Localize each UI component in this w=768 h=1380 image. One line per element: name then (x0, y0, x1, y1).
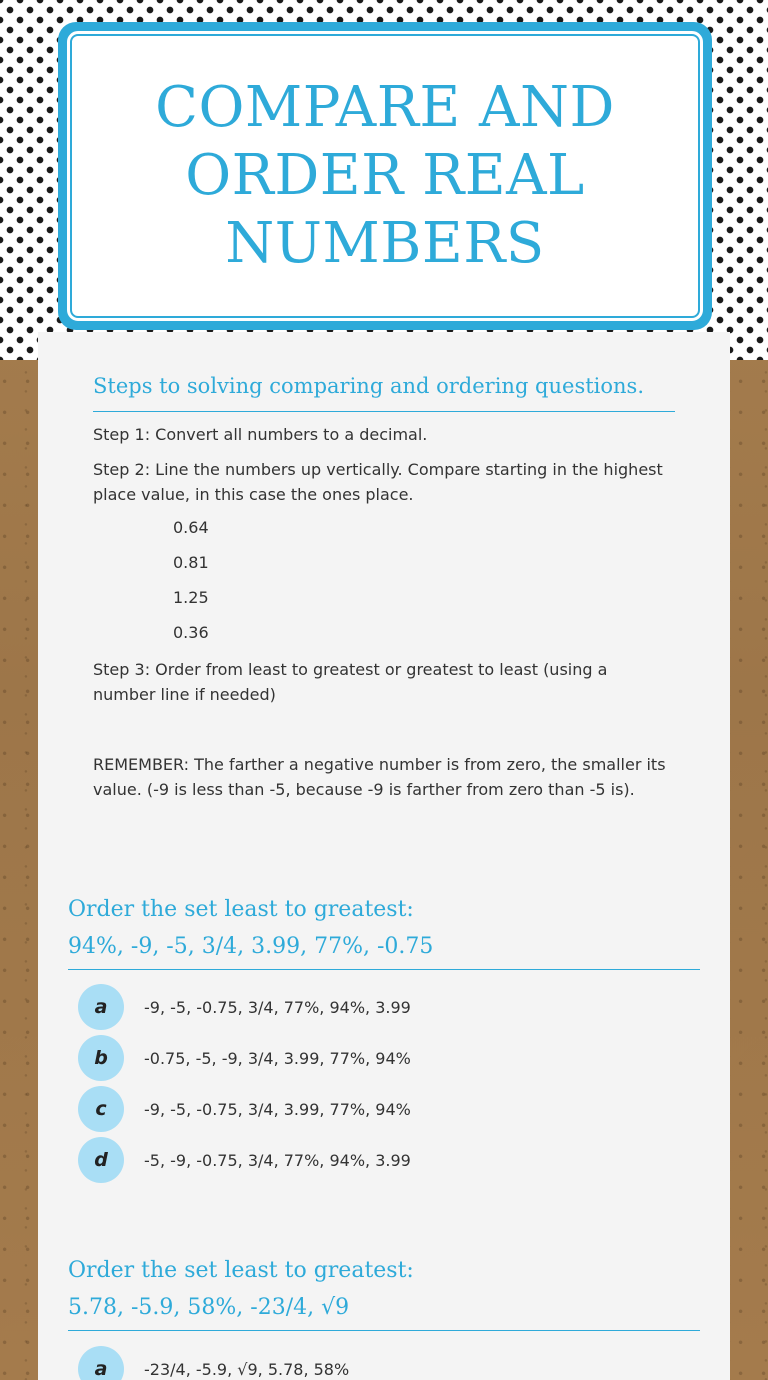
question-1-instruction: Order the set least to greatest: (68, 897, 414, 922)
question-1-option-c[interactable] (78, 1086, 678, 1132)
question-1-prompt (68, 891, 700, 970)
step-2-text: Step 2: Line the numbers up vertically. Compare starting in the highest place value, in this case the ones place. (93, 460, 663, 504)
option-text: -0.75, -5, -9, 3/4, 3.99, 77%, 94% (144, 1048, 411, 1068)
title-banner (58, 22, 712, 330)
question-1-option-b[interactable] (78, 1035, 678, 1081)
question-1-option-a[interactable] (78, 984, 678, 1030)
question-2-option-a[interactable] (78, 1346, 678, 1380)
option-letter-badge: a (78, 1346, 124, 1380)
example-number: 0.81 (173, 553, 209, 572)
step-3-text: Step 3: Order from least to greatest or greatest to least (using a number line if needed) (93, 660, 608, 704)
remember-note: REMEMBER: The farther a negative number is from zero, the smaller its value. (-9 is less than -5, because -9 is farther from zero than -5 is). (93, 755, 666, 799)
step-1-text: Step 1: Convert all numbers to a decimal. (93, 425, 428, 444)
question-1-set: 94%, -9, -5, 3/4, 3.99, 77%, -0.75 (68, 934, 434, 959)
option-letter-badge: b (78, 1035, 124, 1081)
option-text: -5, -9, -0.75, 3/4, 77%, 94%, 3.99 (144, 1150, 411, 1170)
page-title: COMPARE AND ORDER REAL NUMBERS (155, 75, 615, 276)
option-letter-badge: d (78, 1137, 124, 1183)
option-letter-badge: a (78, 984, 124, 1030)
steps-heading: Steps to solving comparing and ordering questions. (93, 372, 675, 412)
option-text: -9, -5, -0.75, 3/4, 77%, 94%, 3.99 (144, 997, 411, 1017)
example-number: 0.64 (173, 518, 209, 537)
option-text: -9, -5, -0.75, 3/4, 3.99, 77%, 94% (144, 1099, 411, 1119)
question-2-set: 5.78, -5.9, 58%, -23/4, √9 (68, 1295, 350, 1320)
question-2-prompt (68, 1252, 700, 1331)
example-number: 0.36 (173, 623, 209, 642)
title-inner-frame (70, 34, 700, 318)
question-2-instruction: Order the set least to greatest: (68, 1258, 414, 1283)
example-number: 1.25 (173, 588, 209, 607)
question-1-option-d[interactable] (78, 1137, 678, 1183)
option-text: -23/4, -5.9, √9, 5.78, 58% (144, 1359, 350, 1379)
option-letter-badge: c (78, 1086, 124, 1132)
